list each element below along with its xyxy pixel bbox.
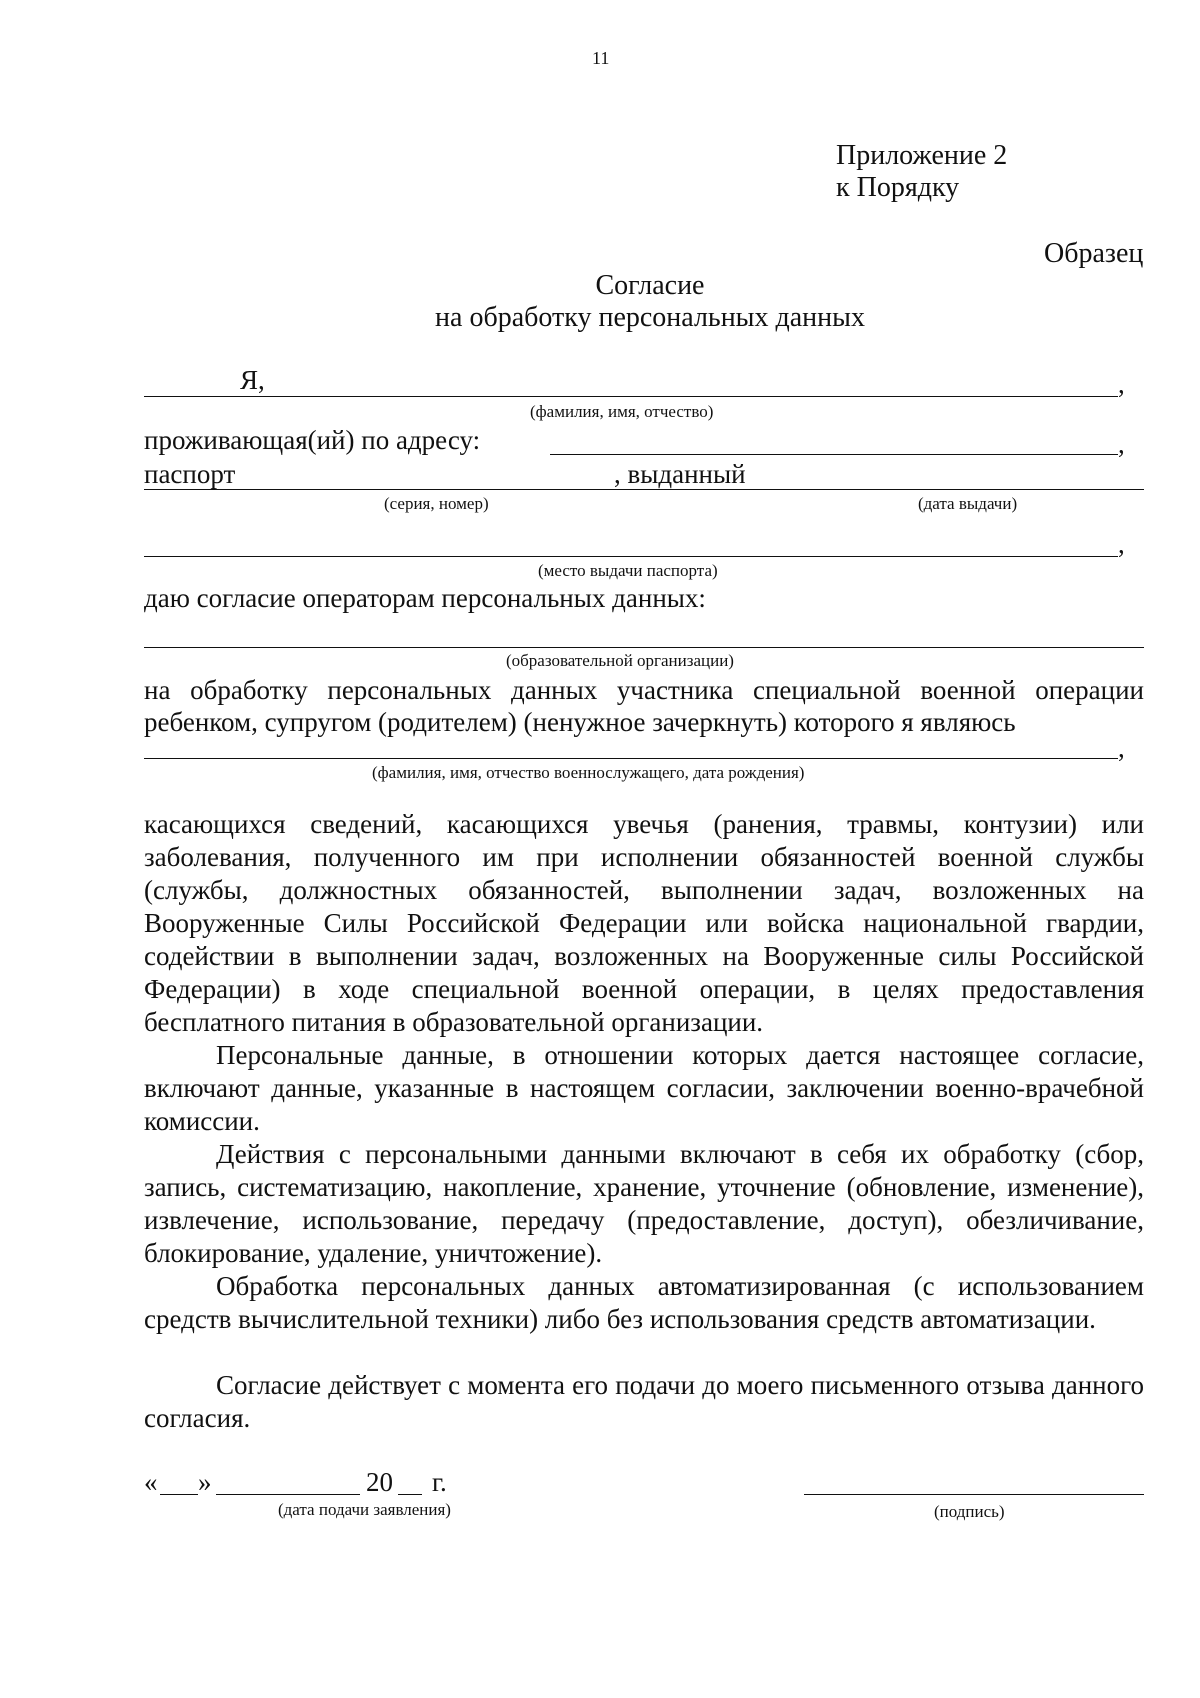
date-quote-close: » (198, 1467, 212, 1497)
signature-caption: (подпись) (934, 1502, 1005, 1521)
issue-place-line[interactable] (144, 556, 1118, 557)
body-paragraph-4: Обработка персональных данных автоматизированная (с использованием средств вычислительной техники) либо без использования средств автоматизации. (144, 1271, 1144, 1334)
series-caption: (серия, номер) (384, 494, 489, 513)
signature-line[interactable] (804, 1494, 1144, 1495)
issued-label: , выданный (614, 459, 746, 489)
date-caption: (дата подачи заявления) (278, 1500, 451, 1519)
sample-label: Образец (1044, 238, 1144, 269)
date-year-line[interactable] (398, 1494, 422, 1495)
processing-line-2: ребенком, супругом (родителем) (ненужное зачеркнуть) которого я являюсь (144, 707, 1016, 737)
body-paragraph-1: касающихся сведений, касающихся увечья (ранения, травмы, контузии) или заболевания, полученного им при исполнении обязанностей военной службы (службы, должностных обязанностей, выполнении задач, возложенных на Вооруженные Силы Российской Федерации или войска национальной гвардии, содействии в выполнении задач, возложенных на Вооруженные силы Российской Федерации) в ходе специальной военной операции, в целях предоставления бесплатного питания в образовательной организации. (144, 809, 1144, 1037)
address-line[interactable] (550, 454, 1118, 455)
date-year-prefix: 20 (366, 1467, 393, 1497)
body-paragraph-5: Согласие действует с момента его подачи до моего письменного отзыва данного согласия. (144, 1370, 1144, 1433)
organization-line[interactable] (144, 647, 1144, 648)
passport-line[interactable] (144, 489, 1144, 490)
fio-caption: (фамилия, имя, отчество) (530, 402, 714, 421)
serviceman-comma: , (1118, 733, 1125, 763)
appendix-line-2: к Порядку (836, 172, 960, 203)
issue-place-comma: , (1118, 529, 1125, 559)
date-year-suffix: г. (432, 1467, 447, 1497)
address-label: проживающая(ий) по адресу: (144, 425, 481, 455)
issue-date-caption: (дата выдачи) (918, 494, 1018, 513)
fio-comma: , (1118, 369, 1125, 399)
ya-label: Я, (240, 365, 265, 395)
serviceman-line[interactable] (144, 758, 1118, 759)
body-paragraph-2: Персональные данные, в отношении которых дается настоящее согласие, включают данные, указанные в настоящем согласии, заключении военно-врачебной комиссии. (144, 1040, 1144, 1136)
processing-line-1: на обработку персональных данных участника специальной военной операции (144, 675, 1144, 705)
document-title: Согласие (595, 270, 705, 301)
serviceman-caption: (фамилия, имя, отчество военнослужащего, дата рождения) (372, 763, 805, 782)
fio-line[interactable] (144, 396, 1118, 397)
address-comma: , (1118, 429, 1125, 459)
document-subtitle: на обработку персональных данных (435, 302, 865, 333)
body-paragraph-3: Действия с персональными данными включают в себя их обработку (сбор, запись, систематизацию, накопление, хранение, уточнение (обновление, изменение), извлечение, использование, передачу (предоставление, доступ), обезличивание, блокирование, удаление, уничтожение). (144, 1139, 1144, 1268)
issue-place-caption: (место выдачи паспорта) (538, 561, 718, 580)
date-day-line[interactable] (160, 1494, 198, 1495)
passport-label: паспорт (144, 459, 236, 489)
date-quote-open: « (144, 1467, 158, 1497)
date-month-line[interactable] (216, 1494, 360, 1495)
consent-to-label: даю согласие операторам персональных данных: (144, 583, 706, 613)
appendix-line-1: Приложение 2 (836, 140, 1008, 171)
page-number: 11 (592, 48, 610, 68)
organization-caption: (образовательной организации) (506, 651, 734, 670)
